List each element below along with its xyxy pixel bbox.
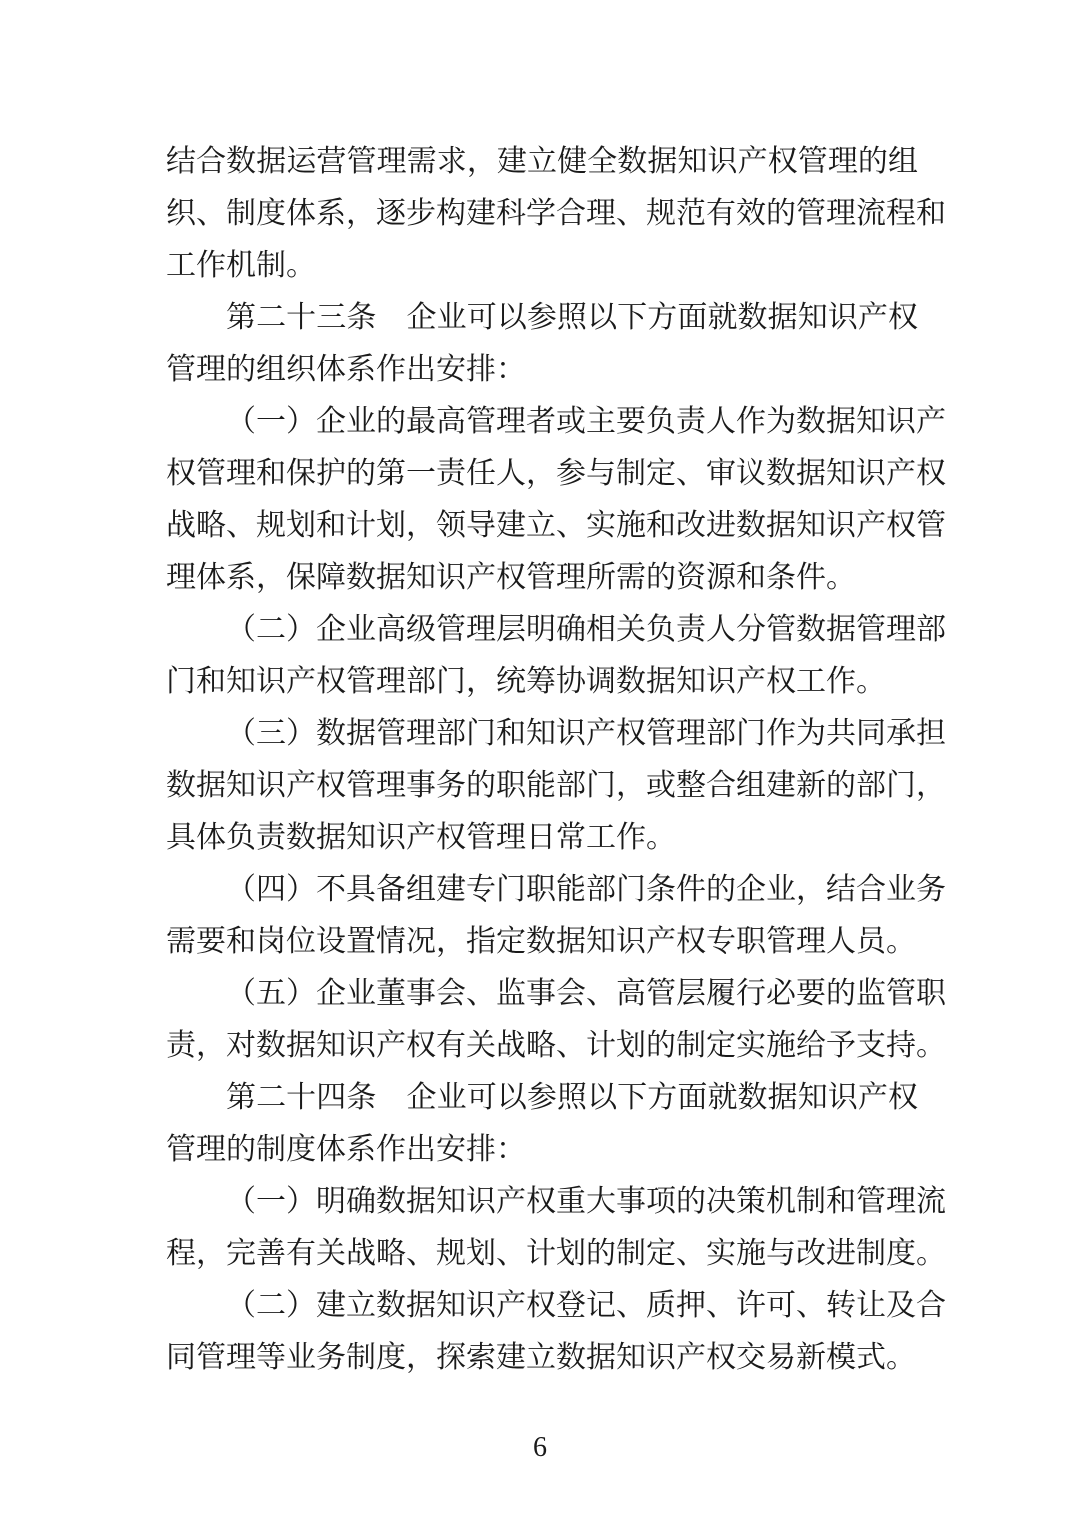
text-line: 程，完善有关战略、规划、计划的制定、实施与改进制度。 [166,1236,946,1271]
text-line: 第二十三条 企业可以参照以下方面就数据知识产权 [226,300,918,335]
text-line: 责，对数据知识产权有关战略、计划的制定实施给予支持。 [166,1028,946,1063]
text-line: 需要和岗位设置情况，指定数据知识产权专职管理人员。 [166,924,916,959]
text-line: （一）企业的最高管理者或主要负责人作为数据知识产 [226,404,946,439]
text-line: （三）数据管理部门和知识产权管理部门作为共同承担 [226,716,946,751]
text-line: 战略、规划和计划，领导建立、实施和改进数据知识产权管 [166,508,946,543]
page-number: 6 [533,1432,547,1463]
text-line: 管理的组织体系作出安排： [166,352,526,387]
text-line: 权管理和保护的第一责任人，参与制定、审议数据知识产权 [166,456,946,491]
body-text [166,136,946,1384]
text-line: （二）建立数据知识产权登记、质押、许可、转让及合 [226,1288,946,1323]
text-line: （五）企业董事会、监事会、高管层履行必要的监管职 [226,976,946,1011]
text-line: 同管理等业务制度，探索建立数据知识产权交易新模式。 [166,1340,916,1375]
text-line: 门和知识产权管理部门，统筹协调数据知识产权工作。 [166,664,886,699]
text-line: 织、制度体系，逐步构建科学合理、规范有效的管理流程和 [166,196,946,231]
text-line: 数据知识产权管理事务的职能部门，或整合组建新的部门， [166,768,946,803]
text-line: （一）明确数据知识产权重大事项的决策机制和管理流 [226,1184,946,1219]
text-line: 管理的制度体系作出安排： [166,1132,526,1167]
text-line: 第二十四条 企业可以参照以下方面就数据知识产权 [226,1080,918,1115]
text-line: 具体负责数据知识产权管理日常工作。 [166,820,676,855]
text-line: （二）企业高级管理层明确相关负责人分管数据管理部 [226,612,946,647]
text-line: （四）不具备组建专门职能部门条件的企业，结合业务 [226,872,946,907]
text-line: 工作机制。 [166,248,316,283]
text-line: 理体系，保障数据知识产权管理所需的资源和条件。 [166,560,856,595]
text-line: 结合数据运营管理需求，建立健全数据知识产权管理的组 [166,144,918,179]
